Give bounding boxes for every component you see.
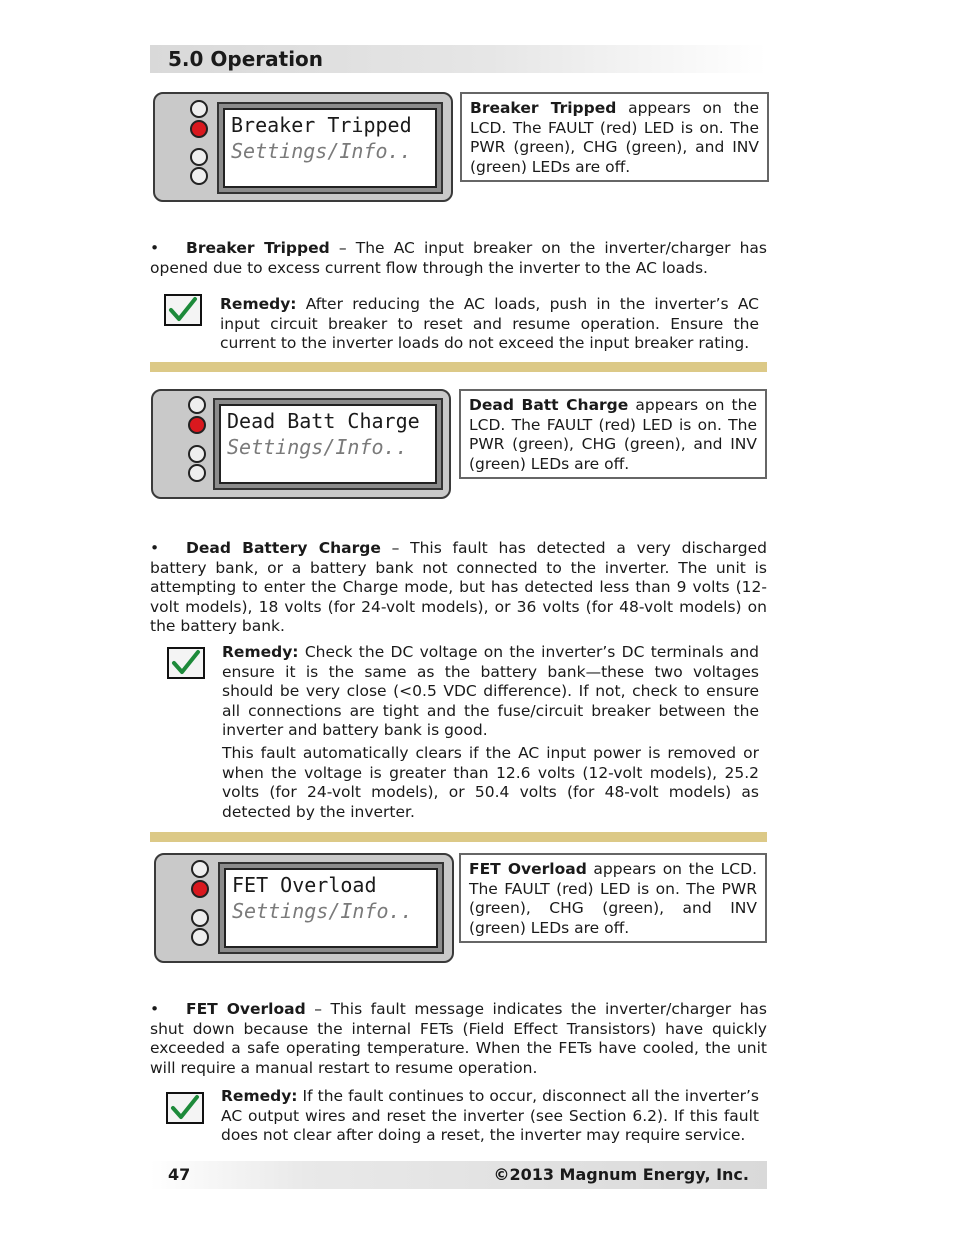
fault-name: Breaker Tripped xyxy=(186,239,330,257)
copyright: ©2013 Magnum Energy, Inc. xyxy=(493,1165,749,1184)
checkmark-icon xyxy=(166,1092,204,1124)
pwr-led-icon xyxy=(191,860,209,878)
lcd-screen xyxy=(219,404,437,484)
description-text: appears on the LCD. The FAULT (red) LED is on. The PWR (green), CHG (green), and INV (green) LEDs are off. xyxy=(469,860,757,937)
inv-led-icon xyxy=(191,928,209,946)
chg-led-icon xyxy=(190,148,208,166)
fault-paragraph xyxy=(150,239,767,278)
bullet: • xyxy=(150,1000,160,1018)
lcd-line-1: Breaker Tripped xyxy=(231,113,412,137)
chg-led-icon xyxy=(188,445,206,463)
description-bold: Dead Batt Charge xyxy=(469,396,629,414)
lcd-line-2: Settings/Info.. xyxy=(227,435,408,459)
fault-led-icon xyxy=(188,416,206,434)
lcd-frame xyxy=(213,398,443,490)
section-header xyxy=(150,45,767,73)
description-bold: FET Overload xyxy=(469,860,587,878)
remedy-label: Remedy: xyxy=(222,643,299,661)
checkmark-icon xyxy=(164,294,202,326)
description-bold: Breaker Tripped xyxy=(470,99,617,117)
remote-display-panel xyxy=(153,92,453,202)
fault-paragraph xyxy=(150,539,767,637)
section-separator xyxy=(150,832,767,842)
pwr-led-icon xyxy=(188,396,206,414)
remedy-label: Remedy: xyxy=(221,1087,298,1105)
checkmark-icon xyxy=(167,647,205,679)
remedy-text xyxy=(220,295,759,354)
fault-name: FET Overload xyxy=(186,1000,306,1018)
lcd-frame xyxy=(217,102,443,194)
description-text: appears on the LCD. The FAULT (red) LED is on. The PWR (green), CHG (green), and INV (green) LEDs are off. xyxy=(470,99,759,176)
page-number: 47 xyxy=(168,1165,191,1184)
fault-text: – This fault message indicates the inverter/charger has shut down because the internal FETs (Field Effect Transistors) have quickly exceeded a safe operating temperature. When the FETs have cooled, the unit will require a manual restart to resume operation. xyxy=(150,1000,767,1077)
remote-display-panel xyxy=(154,853,454,963)
lcd-screen xyxy=(224,868,438,948)
fault-name: Dead Battery Charge xyxy=(186,539,381,557)
remedy-body: Check the DC voltage on the inverter’s DC terminals and ensure it is the same as the battery bank—these two voltages should be very close (<0.5 VDC difference). If not, check to ensure all connections are tight and the fuse/circuit breaker between the inverter and battery bank is good. xyxy=(222,643,759,739)
lcd-line-1: FET Overload xyxy=(232,873,377,897)
lcd-line-1: Dead Batt Charge xyxy=(227,409,420,433)
fault-paragraph xyxy=(150,1000,767,1078)
section-title: 5.0 Operation xyxy=(168,47,324,71)
section-separator xyxy=(150,362,767,372)
lcd-description-box xyxy=(459,389,767,479)
remedy-text xyxy=(222,643,759,741)
fault-led-icon xyxy=(190,120,208,138)
inv-led-icon xyxy=(188,464,206,482)
remedy-text xyxy=(221,1087,759,1146)
lcd-frame xyxy=(218,862,444,954)
lcd-line-2: Settings/Info.. xyxy=(231,139,412,163)
description-text: appears on the LCD. The FAULT (red) LED is on. The PWR (green), CHG (green), and INV (green) LEDs are off. xyxy=(469,396,757,473)
lcd-description-box xyxy=(459,853,767,943)
remedy-body: If the fault continues to occur, disconnect all the inverter’s AC output wires and reset the inverter (see Section 6.2). If this fault does not clear after doing a reset, the inverter may require service. xyxy=(221,1087,759,1144)
page-footer xyxy=(150,1161,767,1189)
bullet: • xyxy=(150,239,160,257)
fault-text: – This fault has detected a very discharged battery bank, or a battery bank not connected to the inverter. The unit is attempting to enter the Charge mode, but has detected less than 9 volts (12-volt models), 18 volts (for 24-volt models), or 36 volts (for 48-volt models) on the battery bank. xyxy=(150,539,767,635)
lcd-line-2: Settings/Info.. xyxy=(232,899,413,923)
lcd-description-box xyxy=(460,92,769,182)
remedy-note: This fault automatically clears if the AC input power is removed or when the voltage is greater than 12.6 volts (12-volt models), 25.2 volts (for 24-volt models), or 50.4 volts (for 48-volt models) as detected by the inverter. xyxy=(222,744,759,821)
bullet: • xyxy=(150,539,160,557)
remote-display-panel xyxy=(151,389,451,499)
lcd-screen xyxy=(223,108,437,188)
pwr-led-icon xyxy=(190,100,208,118)
chg-led-icon xyxy=(191,909,209,927)
remedy-body: After reducing the AC loads, push in the inverter’s AC input circuit breaker to reset and resume operation. Ensure the current to the inverter loads do not exceed the input breaker rating. xyxy=(220,295,759,352)
fault-led-icon xyxy=(191,880,209,898)
fault-text: – The AC input breaker on the inverter/charger has opened due to excess current flow through the inverter to the AC loads. xyxy=(150,239,768,277)
inv-led-icon xyxy=(190,167,208,185)
remedy-label: Remedy: xyxy=(220,295,297,313)
